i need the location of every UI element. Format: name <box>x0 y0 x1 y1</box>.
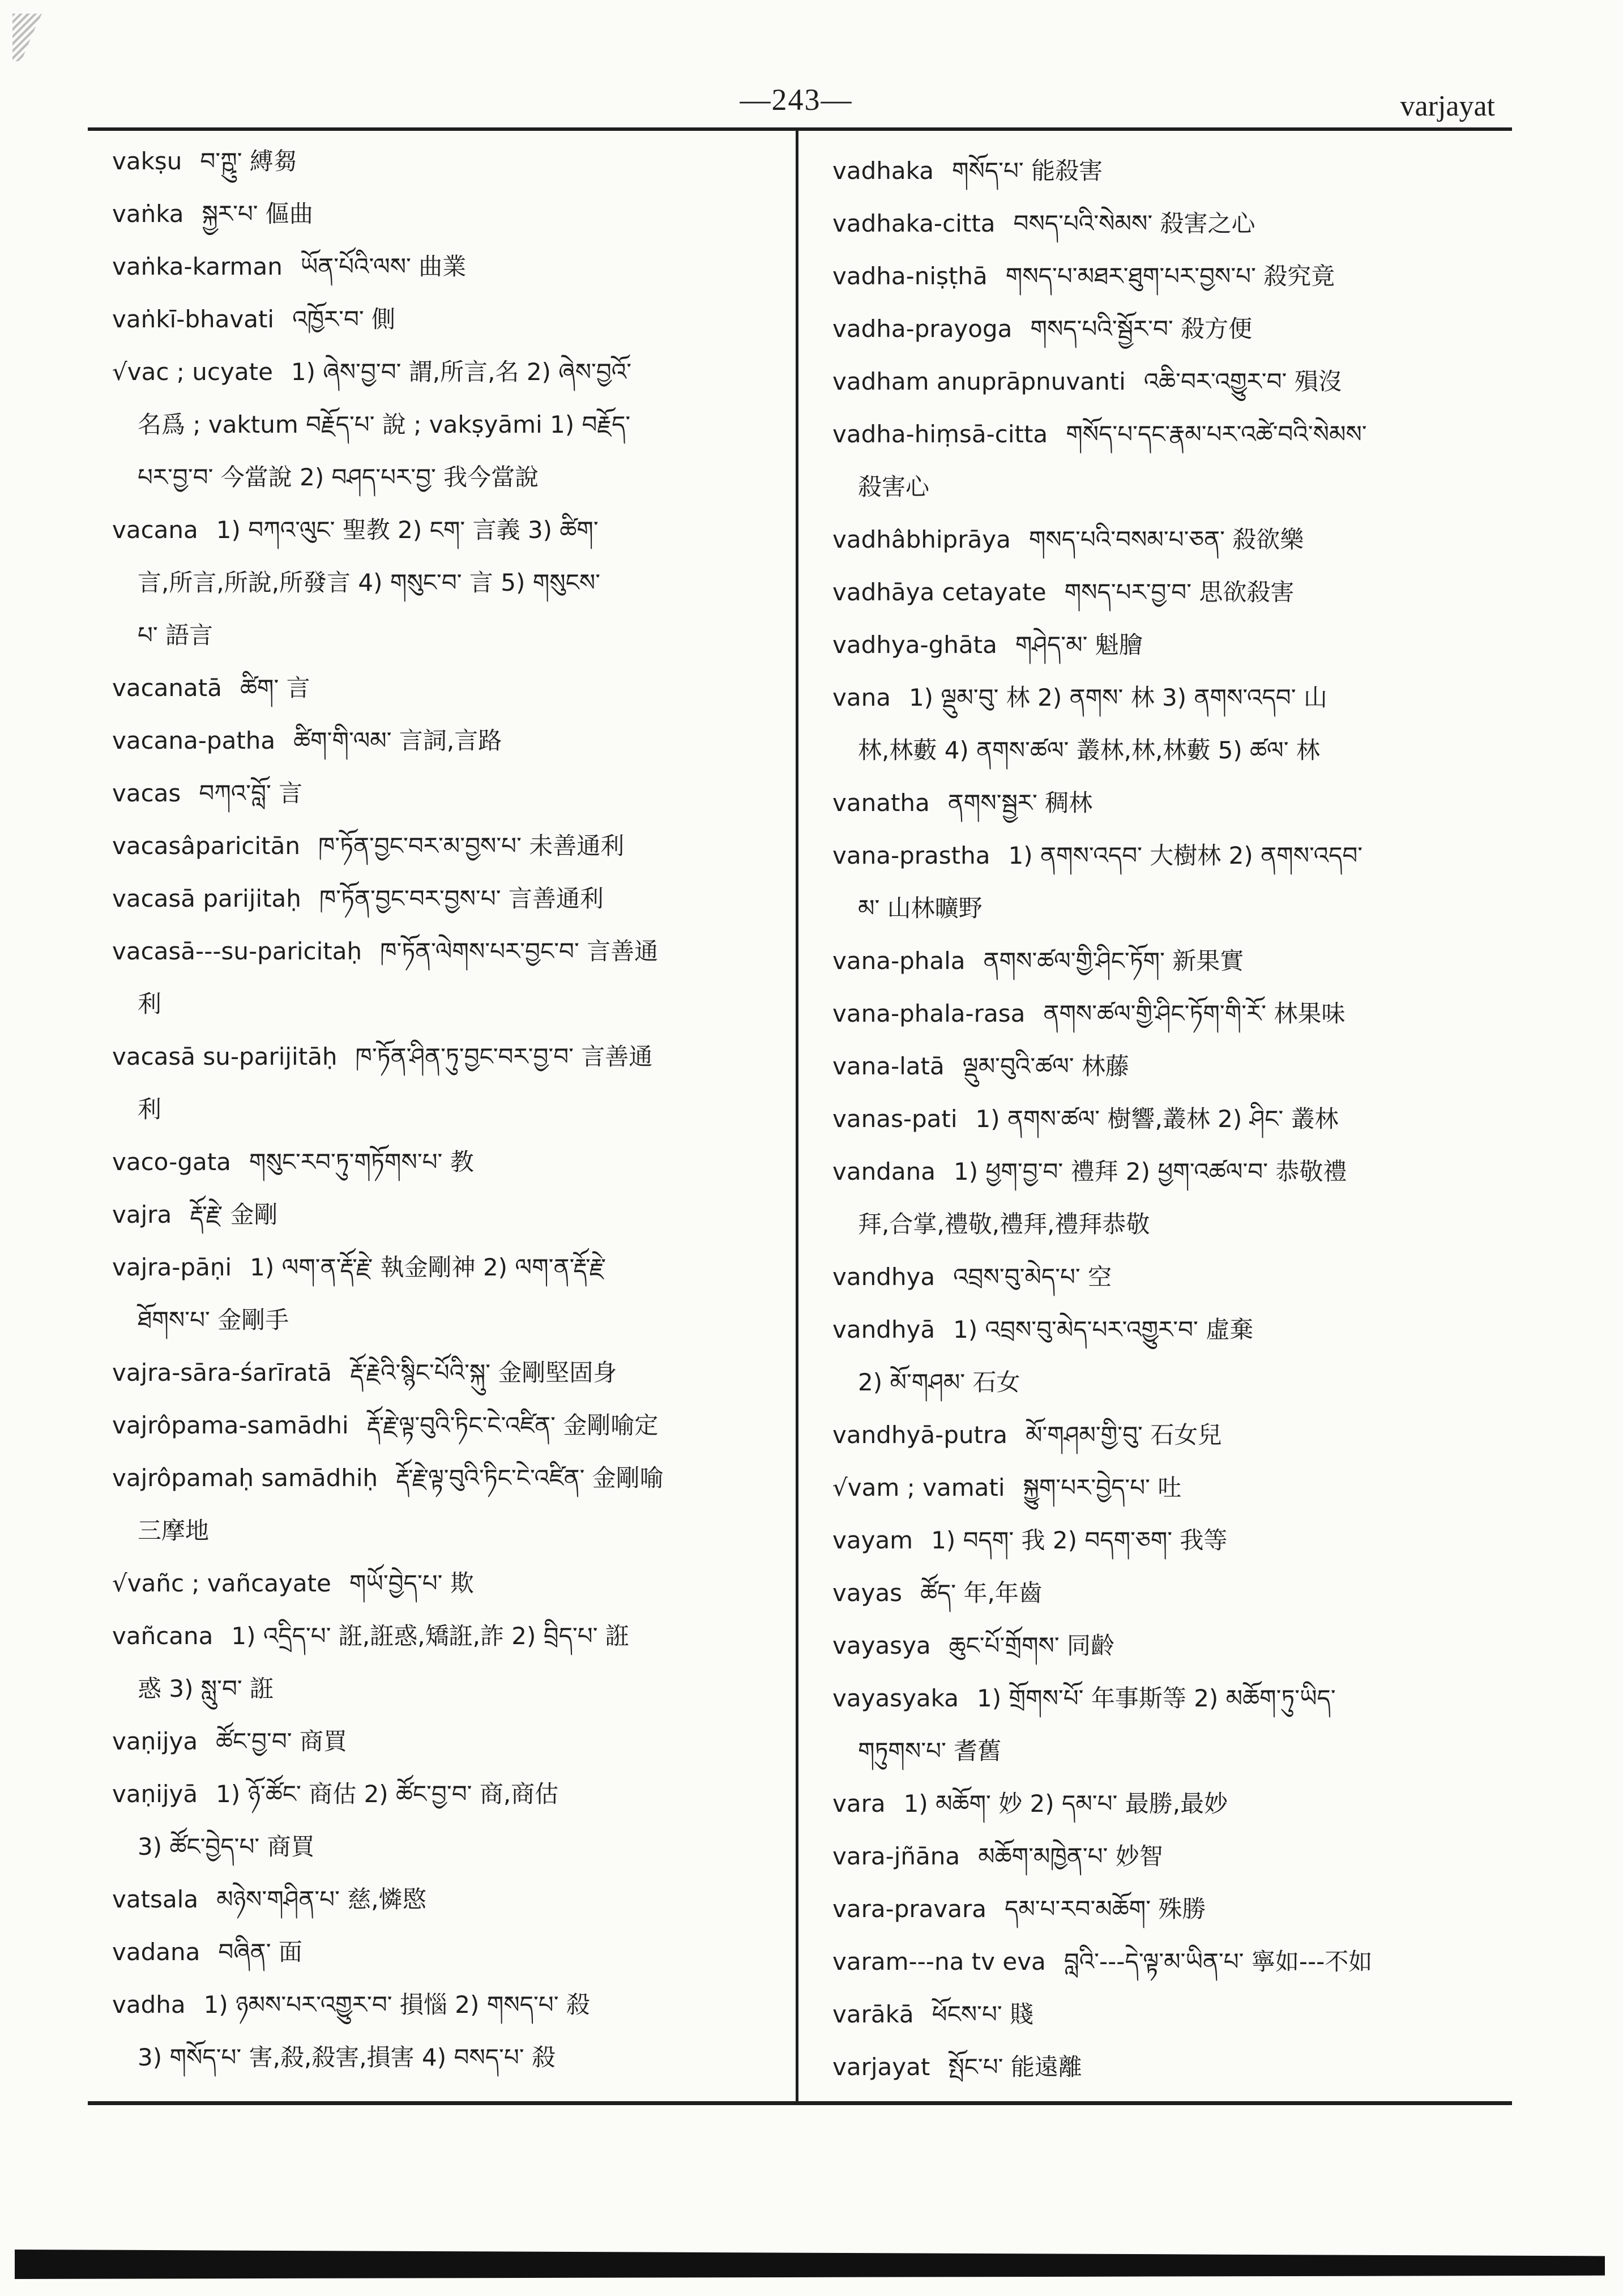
entry-first-line <box>112 240 789 293</box>
dictionary-entry <box>832 144 1506 197</box>
entry-headword: vacas <box>112 779 181 807</box>
dictionary-entry <box>112 1926 789 1978</box>
entry-first-line <box>112 1136 789 1188</box>
entry-gloss: ནགས་ཚལ་གྱི་ཤིང་ཏོག་གི་རོ་ 林果味 <box>1043 1000 1346 1027</box>
dictionary-entry <box>112 1136 789 1188</box>
entry-headword: vacana-patha <box>112 727 276 754</box>
entry-headword: vaṅka-karman <box>112 253 283 280</box>
dictionary-entry <box>832 355 1506 408</box>
entry-continuation-line: 拜,合掌,禮敬,禮拜,禮拜恭敬 <box>858 1210 1150 1238</box>
dictionary-entry <box>832 1251 1506 1303</box>
top-rule <box>88 127 1512 131</box>
entry-gloss: ཆུང་པོ་གྲོགས་ 同齡 <box>949 1632 1115 1659</box>
dictionary-entry <box>112 1030 789 1136</box>
entry-headword: vatsala <box>112 1885 199 1913</box>
entry-gloss: 1) གྲོགས་པོ་ 年事斯等 2) མཆོག་ཏུ་ཡིད་ <box>976 1684 1336 1712</box>
dictionary-entry <box>112 1873 789 1926</box>
dictionary-entry <box>832 934 1506 987</box>
entry-headword: vara-pravara <box>832 1895 987 1923</box>
entry-headword: vaṅka <box>112 200 184 228</box>
dictionary-entry <box>832 1883 1506 1935</box>
dictionary-entry <box>832 1777 1506 1830</box>
dictionary-entry <box>832 302 1506 355</box>
entry-first-line <box>112 1452 789 1504</box>
entry-first-line <box>832 1040 1506 1092</box>
entry-gloss: ཚོང་བྱ་བ་ 商買 <box>216 1727 347 1755</box>
entry-first-line <box>832 302 1506 355</box>
entry-headword: vadha-prayoga <box>832 315 1013 343</box>
scan-artifact <box>12 14 42 61</box>
entry-gloss: 1) འབྲས་བུ་མེད་པར་འགྱུར་བ་ 虛棄 <box>953 1316 1254 1343</box>
dictionary-entry <box>832 1988 1506 2041</box>
entry-first-line <box>112 1926 789 1978</box>
entry-headword: vacasâparicitān <box>112 832 300 860</box>
entry-first-line <box>832 2041 1506 2093</box>
entry-gloss: 1) ཕྱག་བྱ་བ་ 禮拜 2) ཕྱག་འཚལ་བ་ 恭敬禮 <box>953 1158 1347 1185</box>
entry-gloss: 1) འདྲིད་པ་ 誑,誑惑,矯誑,詐 2) བྲིད་པ་ 誑 <box>231 1622 629 1650</box>
entry-headword: vadhāya cetayate <box>832 578 1047 606</box>
entry-gloss: ནགས་སྦྱར་ 稠林 <box>947 789 1093 817</box>
dictionary-entry <box>112 820 789 872</box>
running-head: varjayat <box>1400 90 1495 122</box>
entry-headword: vajra <box>112 1201 172 1228</box>
entry-gloss: བསད་པའི་སེམས་ 殺害之心 <box>1013 210 1255 237</box>
entry-first-line <box>832 1514 1506 1567</box>
entry-gloss: 1) མཆོག་ 妙 2) དམ་པ་ 最勝,最妙 <box>903 1790 1228 1817</box>
entry-headword: vajrôpamaḥ samādhiḥ <box>112 1464 378 1492</box>
dictionary-entry <box>832 1567 1506 1619</box>
entry-gloss: རྡོ་རྗེའི་སྙིང་པོའི་སྐུ་ 金剛堅固身 <box>349 1359 617 1386</box>
entry-headword: vandhya <box>832 1263 936 1291</box>
entry-first-line <box>112 1978 789 2031</box>
entry-gloss: ལྡུམ་བུའི་ཚལ་ 林藤 <box>962 1052 1129 1080</box>
entry-gloss: གཤེད་མ་ 魁膾 <box>1015 631 1143 659</box>
dictionary-entry <box>832 1830 1506 1883</box>
entry-headword: vana <box>832 684 891 711</box>
entry-headword: varākā <box>832 2000 914 2028</box>
entry-headword: vaco-gata <box>112 1148 231 1176</box>
entry-headword: vajra-sāra-śarīratā <box>112 1359 332 1386</box>
entry-headword: varjayat <box>832 2053 930 2081</box>
entry-gloss: 1) ཞེས་བྱ་བ་ 謂,所言,名 2) ཞེས་བྱའོ་ <box>291 358 632 386</box>
entry-gloss: ཚིག་གི་ལམ་ 言詞,言路 <box>293 727 502 754</box>
entry-continuation-line: 林,林藪 4) ནགས་ཚལ་ 叢林,林,林藪 5) ཚལ་ 林 <box>858 736 1320 764</box>
entry-headword: vadhya-ghāta <box>832 631 997 659</box>
entry-headword: vaṅkī-bhavati <box>112 305 275 333</box>
entry-first-line <box>832 1777 1506 1830</box>
entry-first-line <box>832 1145 1506 1198</box>
entry-gloss: རྡོ་རྗེ་ལྟ་བུའི་ཏིང་ངེ་འཛིན་ 金剛喻定 <box>366 1411 659 1439</box>
entry-continuation-line: 利 <box>138 1095 162 1123</box>
entry-headword: vana-phala-rasa <box>832 1000 1026 1027</box>
entry-first-line <box>832 1935 1506 1988</box>
dictionary-entry <box>112 1978 789 2084</box>
entry-gloss: 1) ནགས་འདབ་ 大樹林 2) ནགས་འདབ་ <box>1008 842 1363 869</box>
entry-first-line <box>832 1303 1506 1356</box>
entry-headword: vara <box>832 1790 886 1817</box>
entry-headword: vadham anuprāpnuvanti <box>832 368 1126 395</box>
entry-gloss: 1) ནགས་ཚལ་ 樹響,叢林 2) ཤིང་ 叢林 <box>975 1105 1339 1133</box>
entry-gloss: ཁ་ཏོན་ཤིན་ཏུ་བྱང་བར་བྱ་བ་ 言善通 <box>355 1043 653 1070</box>
entry-first-line <box>832 566 1506 618</box>
entry-first-line <box>112 1557 789 1610</box>
entry-continuation-line: 惑 3) སླུ་བ་ 誑 <box>138 1675 274 1702</box>
entry-gloss: སྐྱར་པ་ 傴曲 <box>202 200 313 228</box>
entry-first-line <box>112 293 789 345</box>
entry-headword: vandana <box>832 1158 936 1185</box>
entry-first-line <box>112 820 789 872</box>
entry-headword: vana-latā <box>832 1052 945 1080</box>
dictionary-entry <box>112 1399 789 1452</box>
dictionary-entry <box>112 135 789 187</box>
entry-continuation-line: པ་ 語言 <box>138 621 213 649</box>
entry-first-line <box>832 987 1506 1040</box>
entry-headword: vañcana <box>112 1622 213 1650</box>
dictionary-entry <box>112 714 789 767</box>
dictionary-entry <box>832 1619 1506 1672</box>
entry-gloss: རྡོ་རྗེ་ལྟ་བུའི་ཏིང་ངེ་འཛིན་ 金剛喻 <box>396 1464 664 1492</box>
entry-headword: vaṇijyā <box>112 1780 198 1808</box>
entry-gloss: བླའི་---དེ་ལྟ་མ་ཡིན་པ་ 寧如---不如 <box>1064 1948 1373 1975</box>
dictionary-entry <box>112 1452 789 1557</box>
entry-headword: vacasā---su-paricitaḥ <box>112 937 362 965</box>
entry-headword: vadha-niṣṭhā <box>832 262 988 290</box>
dictionary-entry <box>832 566 1506 618</box>
entry-first-line <box>112 872 789 925</box>
entry-headword: vacanatā <box>112 674 222 702</box>
bottom-scan-edge <box>15 2250 1605 2279</box>
entry-first-line <box>832 408 1506 460</box>
entry-gloss: གསད་པའི་བསམ་པ་ཅན་ 殺欲樂 <box>1028 526 1304 553</box>
entry-headword: vandhyā <box>832 1316 936 1343</box>
entry-headword: vayasya <box>832 1632 931 1659</box>
entry-gloss: གསད་པར་བྱ་བ་ 思欲殺害 <box>1064 578 1295 606</box>
dictionary-entry <box>832 1409 1506 1461</box>
entry-gloss: མཉེས་གཤིན་པ་ 慈,憐愍 <box>216 1885 426 1913</box>
dictionary-entry <box>112 1768 789 1873</box>
entry-first-line <box>832 144 1506 197</box>
entry-continuation-line: 3) ཚོང་བྱེད་པ་ 商買 <box>138 1833 315 1860</box>
entry-gloss: བཀའ་བློ་ 言 <box>199 779 303 807</box>
entry-continuation-line: གཏུགས་པ་ 耆舊 <box>858 1737 1002 1765</box>
entry-gloss: འབྲས་བུ་མེད་པ་ 空 <box>953 1263 1112 1291</box>
entry-headword: vara-jñāna <box>832 1842 960 1870</box>
dictionary-entry <box>112 925 789 1030</box>
dictionary-entry <box>832 1935 1506 1988</box>
dictionary-entry <box>832 408 1506 513</box>
dictionary-entry <box>832 1040 1506 1092</box>
dictionary-entry <box>112 1557 789 1610</box>
dictionary-entry <box>832 1672 1506 1777</box>
entry-gloss: ཚིག་ 言 <box>240 674 310 702</box>
entry-gloss: ཡོན་པོའི་ལས་ 曲業 <box>300 253 467 280</box>
entry-gloss: གསོད་པ་ 能殺害 <box>951 157 1103 185</box>
entry-gloss: བ་ཀྵུ་ 縛芻 <box>200 147 297 175</box>
column-divider <box>796 130 798 2103</box>
dictionary-entry <box>112 1241 789 1346</box>
dictionary-entry <box>832 1461 1506 1514</box>
entry-first-line <box>112 1241 789 1294</box>
left-column <box>112 135 789 2096</box>
dictionary-entry <box>112 872 789 925</box>
entry-gloss: ནགས་ཚལ་གྱི་ཤིང་ཏོག་ 新果實 <box>983 947 1244 975</box>
dictionary-entry <box>832 2041 1506 2093</box>
entry-headword: vanatha <box>832 789 930 817</box>
entry-first-line <box>832 1988 1506 2041</box>
entry-first-line <box>112 1610 789 1662</box>
dictionary-entry <box>112 1715 789 1768</box>
entry-headword: vayas <box>832 1579 903 1607</box>
dictionary-entry <box>832 1303 1506 1409</box>
entry-first-line <box>112 1188 789 1241</box>
entry-first-line <box>112 135 789 187</box>
entry-continuation-line: 利 <box>138 990 162 1018</box>
entry-continuation-line: 三摩地 <box>138 1517 210 1544</box>
entry-first-line <box>832 1409 1506 1461</box>
entry-gloss: རྡོ་རྗེ་ 金剛 <box>190 1201 278 1228</box>
entry-first-line <box>832 1830 1506 1883</box>
entry-first-line <box>112 345 789 398</box>
entry-first-line <box>832 1461 1506 1514</box>
dictionary-entry <box>832 250 1506 302</box>
entry-gloss: 1) ལྡུམ་བུ་ 林 2) ནགས་ 林 3) ནགས་འདབ་ 山 <box>908 684 1327 711</box>
dictionary-entry <box>112 1346 789 1399</box>
entry-headword: vacana <box>112 516 198 544</box>
entry-gloss: སྤོང་པ་ 能遠離 <box>948 2053 1082 2081</box>
entry-first-line <box>832 197 1506 250</box>
entry-first-line <box>112 1030 789 1083</box>
entry-gloss: བཞིན་ 面 <box>218 1938 302 1966</box>
dictionary-entry <box>112 293 789 345</box>
entry-first-line <box>832 1251 1506 1303</box>
entry-first-line <box>832 355 1506 408</box>
dictionary-entry <box>832 987 1506 1040</box>
entry-gloss: མོ་གཤམ་གྱི་བུ་ 石女兒 <box>1026 1421 1222 1449</box>
entry-first-line <box>832 1883 1506 1935</box>
dictionary-entry <box>832 618 1506 671</box>
entry-first-line <box>112 1873 789 1926</box>
entry-headword: vana-phala <box>832 947 966 975</box>
page-number: —243— <box>740 83 853 117</box>
dictionary-entry <box>112 767 789 820</box>
entry-first-line <box>832 1619 1506 1672</box>
entry-first-line <box>112 187 789 240</box>
entry-headword: varam---na tv eva <box>832 1948 1046 1975</box>
entry-gloss: དམ་པ་རབ་མཆོག་ 殊勝 <box>1005 1895 1206 1923</box>
entry-first-line <box>832 776 1506 829</box>
entry-gloss: 1) ཉམས་པར་འགྱུར་བ་ 損惱 2) གསད་པ་ 殺 <box>203 1991 590 2018</box>
dictionary-entry <box>832 671 1506 776</box>
entry-gloss: ཕོངས་པ་ 賤 <box>932 2000 1034 2028</box>
entry-first-line <box>112 714 789 767</box>
dictionary-entry <box>832 1514 1506 1567</box>
entry-headword: vadhaka-citta <box>832 210 996 237</box>
dictionary-entry <box>832 1092 1506 1145</box>
dictionary-entry <box>112 345 789 503</box>
dictionary-entry <box>112 503 789 662</box>
entry-headword: vadhaka <box>832 157 934 185</box>
dictionary-entry <box>112 187 789 240</box>
dictionary-entry <box>832 776 1506 829</box>
entry-first-line <box>112 503 789 556</box>
entry-headword: vaṇijya <box>112 1727 198 1755</box>
entry-first-line <box>832 618 1506 671</box>
entry-gloss: གསོད་པ་དང་རྣམ་པར་འཚེ་བའི་སེམས་ <box>1066 420 1367 448</box>
dictionary-entry <box>112 1610 789 1715</box>
entry-headword: vayasyaka <box>832 1684 959 1712</box>
right-column <box>832 144 1506 2098</box>
dictionary-entry <box>112 1188 789 1241</box>
entry-gloss: 1) བདག་ 我 2) བདག་ཅག་ 我等 <box>931 1526 1228 1554</box>
entry-gloss: ཁ་ཏོན་ལེགས་པར་བྱང་བ་ 言善通 <box>380 937 659 965</box>
entry-gloss: འཆི་བར་འགྱུར་བ་ 殞沒 <box>1143 368 1342 395</box>
entry-headword: √vac ; ucyate <box>112 358 273 386</box>
entry-continuation-line: ཐོགས་པ་ 金剛手 <box>138 1306 289 1334</box>
entry-continuation-line: 名爲 ; vaktum བརྗོད་པ་ 說 ; vakṣyāmi 1) བརྗོད་ <box>138 411 631 438</box>
entry-first-line <box>832 1672 1506 1725</box>
entry-continuation-line: 殺害心 <box>858 473 930 501</box>
dictionary-entry <box>112 662 789 714</box>
entry-headword: vana-prastha <box>832 842 990 869</box>
entry-gloss: 1) ལག་ན་རྡོ་རྗེ་ 執金剛神 2) ལག་ན་རྡོ་རྗེ་ <box>250 1253 607 1281</box>
entry-first-line <box>832 1092 1506 1145</box>
entry-first-line <box>832 250 1506 302</box>
entry-gloss: གཡོ་བྱེད་པ་ 欺 <box>349 1569 474 1597</box>
dictionary-entry <box>832 513 1506 566</box>
entry-gloss: 1) བཀའ་ལུང་ 聖教 2) ངག་ 言義 3) ཚིག་ <box>216 516 599 544</box>
entry-continuation-line: 言,所言,所說,所發言 4) གསུང་བ་ 言 5) གསུངས་ <box>138 569 601 596</box>
entry-gloss: ཁ་ཏོན་བྱང་བར་མ་བྱས་པ་ 未善通利 <box>318 832 625 860</box>
entry-headword: vacasā su-parijitāḥ <box>112 1043 338 1070</box>
dictionary-entry <box>832 829 1506 934</box>
entry-headword: vadana <box>112 1938 200 1966</box>
entry-first-line <box>112 1768 789 1820</box>
entry-continuation-line: 3) གསོད་པ་ 害,殺,殺害,損害 4) བསད་པ་ 殺 <box>138 2043 556 2071</box>
entry-first-line <box>112 1715 789 1768</box>
entry-first-line <box>112 925 789 978</box>
entry-first-line <box>832 671 1506 724</box>
entry-headword: vajra-pāṇi <box>112 1253 232 1281</box>
entry-gloss: ཚོད་ 年,年齒 <box>920 1579 1043 1607</box>
entry-headword: √vam ; vamati <box>832 1474 1005 1501</box>
entry-first-line <box>832 513 1506 566</box>
entry-headword: vacasā parijitaḥ <box>112 885 301 912</box>
entry-gloss: འཁྱོར་བ་ 側 <box>292 305 396 333</box>
entry-continuation-line: 2) མོ་གཤམ་ 石女 <box>858 1368 1020 1396</box>
dictionary-entry <box>832 197 1506 250</box>
entry-first-line <box>832 829 1506 882</box>
entry-first-line <box>112 1399 789 1452</box>
entry-first-line <box>112 1346 789 1399</box>
entry-headword: vadhâbhiprāya <box>832 526 1011 553</box>
entry-first-line <box>112 767 789 820</box>
entry-headword: √vañc ; vañcayate <box>112 1569 331 1597</box>
entry-headword: vakṣu <box>112 147 182 175</box>
entry-headword: vandhyā-putra <box>832 1421 1007 1449</box>
entry-gloss: གསད་པ་མཐར་ཐུག་པར་བྱས་པ་ 殺究竟 <box>1005 262 1335 290</box>
entry-headword: vayam <box>832 1526 913 1554</box>
entry-gloss: གསད་པའི་སྦྱོར་བ་ 殺方便 <box>1030 315 1253 343</box>
entry-continuation-line: པར་བྱ་བ་ 今當說 2) བཤད་པར་བྱ་ 我今當說 <box>138 463 539 491</box>
entry-gloss: 1) ཉོ་ཚོང་ 商估 2) ཚོང་བྱ་བ་ 商,商估 <box>216 1780 559 1808</box>
entry-headword: vadha <box>112 1991 186 2018</box>
entry-headword: vadha-hiṃsā-citta <box>832 420 1048 448</box>
entry-gloss: ཁ་ཏོན་བྱང་བར་བྱས་པ་ 言善通利 <box>319 885 604 912</box>
entry-continuation-line: མ་ 山林曠野 <box>858 894 983 922</box>
dictionary-entry <box>832 1145 1506 1251</box>
entry-first-line <box>832 934 1506 987</box>
entry-gloss: སྐྱུག་པར་བྱེད་པ་ 吐 <box>1023 1474 1182 1501</box>
entry-headword: vanas-pati <box>832 1105 958 1133</box>
bottom-rule <box>88 2101 1512 2105</box>
entry-first-line <box>112 662 789 714</box>
entry-headword: vajrôpama-samādhi <box>112 1411 349 1439</box>
entry-first-line <box>832 1567 1506 1619</box>
dictionary-entry <box>112 240 789 293</box>
entry-gloss: གསུང་རབ་ཏུ་གཏོགས་པ་ 教 <box>249 1148 474 1176</box>
entry-gloss: མཆོག་མཁྱེན་པ་ 妙智 <box>978 1842 1163 1870</box>
